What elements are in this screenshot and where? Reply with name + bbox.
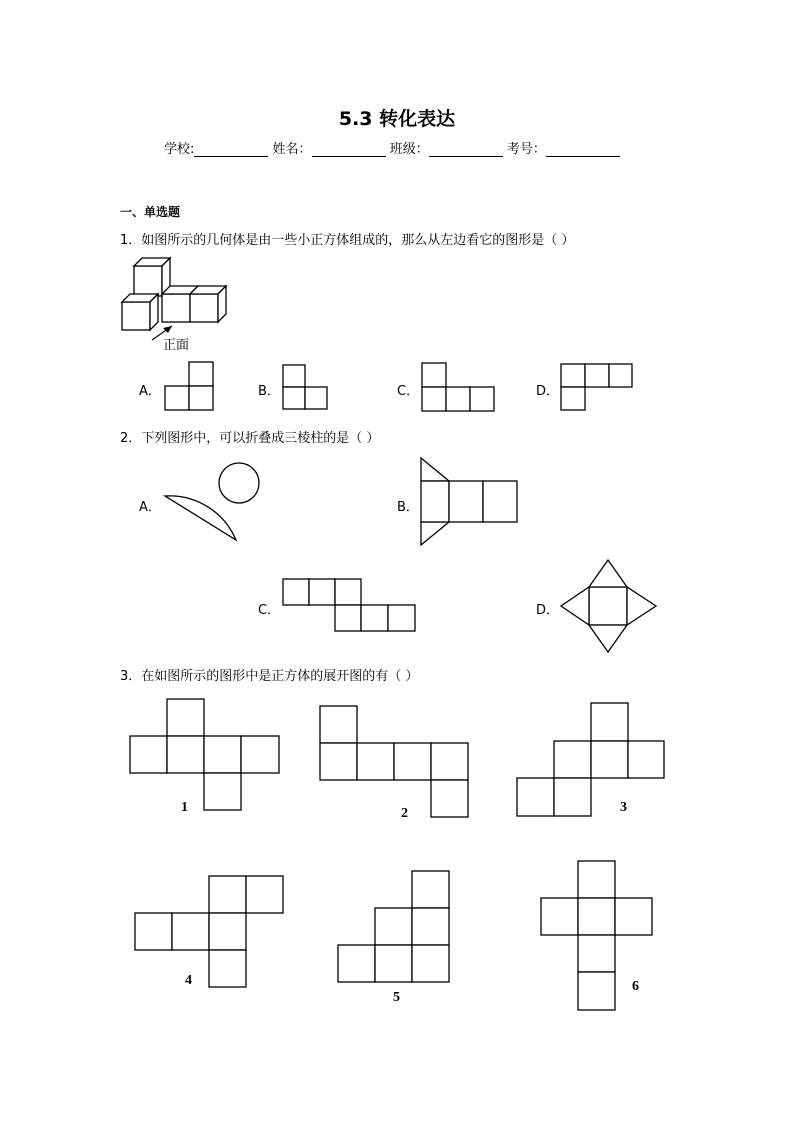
q1-option-b-label[interactable]: B．	[258, 384, 280, 399]
q1-option-b-figure[interactable]	[283, 365, 327, 409]
q1-option-d-figure[interactable]	[561, 364, 632, 410]
q1-option-a-label[interactable]: A．	[139, 384, 161, 399]
q3-net-2	[320, 706, 468, 817]
class-label: 班级：	[389, 142, 429, 157]
figure-number-5: 5	[393, 990, 400, 1005]
q2-option-b-figure[interactable]	[421, 458, 517, 545]
q2-option-c-label[interactable]: C．	[258, 603, 281, 618]
page-title: 5.3 转化表达	[338, 108, 456, 130]
q2-option-d-label[interactable]: D．	[536, 603, 560, 618]
q1-option-d-label[interactable]: D．	[536, 384, 560, 399]
exam-no-label: 考号：	[506, 142, 546, 157]
q3-net-4	[135, 876, 283, 987]
q1-solid-figure	[122, 258, 226, 340]
q2-option-d-figure[interactable]	[561, 560, 656, 652]
q1-option-a-figure[interactable]	[165, 362, 213, 410]
q2-option-a-label[interactable]: A．	[139, 500, 161, 515]
q3-net-6	[541, 861, 652, 1010]
section-heading: 一、单选题	[120, 205, 181, 219]
q1-option-c-figure[interactable]	[422, 363, 494, 411]
q2-option-b-label[interactable]: B．	[397, 500, 419, 515]
school-label: 学校:	[164, 142, 195, 157]
figure-number-1: 1	[181, 800, 188, 815]
name-label: 姓名：	[272, 142, 312, 157]
figure-number-6: 6	[632, 979, 639, 994]
front-label: 正面	[163, 338, 190, 353]
q3-net-5	[338, 871, 449, 982]
q3-net-3	[517, 703, 664, 816]
question-2-text: 2．下列图形中，可以折叠成三棱柱的是（ ）	[120, 431, 380, 446]
q2-option-c-figure[interactable]	[283, 579, 415, 631]
figure-number-3: 3	[620, 800, 627, 815]
figure-number-2: 2	[401, 806, 408, 821]
figure-number-4: 4	[185, 973, 192, 988]
question-3-text: 3．在如图所示的图形中是正方体的展开图的有（ ）	[120, 669, 419, 684]
q3-net-1	[130, 699, 279, 810]
question-1-text: 1．如图所示的几何体是由一些小正方体组成的，那么从左边看它的图形是（ ）	[120, 233, 575, 248]
q1-option-c-label[interactable]: C．	[397, 384, 420, 399]
q2-option-a-figure[interactable]	[165, 463, 259, 540]
